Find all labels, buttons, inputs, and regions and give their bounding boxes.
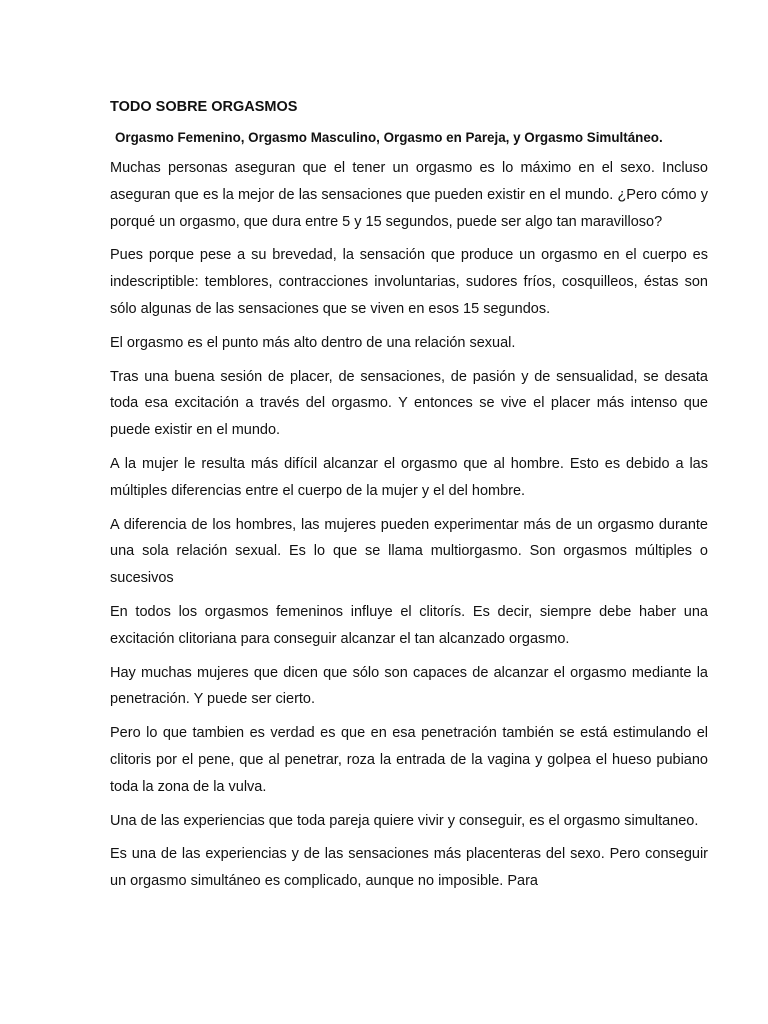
paragraph: Pues porque pese a su brevedad, la sensación que produce un orgasmo en el cuerpo es indescriptible: temblores, contracciones involuntarias, sudores fríos, cosquilleos, éstas son sólo algunas de las sensaciones que se viven en esos 15 segundos. [110,247,708,317]
paragraph: En todos los orgasmos femeninos influye el clitorís. Es decir, siempre debe haber una excitación clitoriana para conseguir alcanzar el tan alcanzado orgasmo. [110,603,708,647]
paragraph: Pero lo que tambien es verdad es que en esa penetración también se está estimulando el clitoris por el pene, que al penetrar, roza la entrada de la vagina y golpea el hueso pubiano toda la zona de la vulva. [110,725,708,795]
paragraph: A diferencia de los hombres, las mujeres pueden experimentar más de un orgasmo durante una sola relación sexual. Es lo que se llama multiorgasmo. Son orgasmos múltiples o sucesivos [110,516,708,587]
document-subtitle: Orgasmo Femenino, Orgasmo Masculino, Orgasmo en Pareja, y Orgasmo Simultáneo. [115,130,663,145]
paragraph: Es una de las experiencias y de las sensaciones más placenteras del sexo. Pero conseguir un orgasmo simultáneo es complicado, aunque no imposible. Para [110,846,708,890]
document-page [110,98,708,902]
document-title: TODO SOBRE ORGASMOS [110,99,298,115]
paragraph: Una de las experiencias que toda pareja quiere vivir y conseguir, es el orgasmo simultaneo. [110,812,699,829]
paragraph: El orgasmo es el punto más alto dentro de una relación sexual. [110,334,516,351]
paragraph: Tras una buena sesión de placer, de sensaciones, de pasión y de sensualidad, se desata toda esa excitación a través del orgasmo. Y entonces se vive el placer más intenso que puede existir en el mundo. [110,368,708,439]
paragraph: Muchas personas aseguran que el tener un orgasmo es lo máximo en el sexo. Incluso aseguran que es la mejor de las sensaciones que pueden existir en el mundo. ¿Pero cómo y porqué un orgasmo, que dura entre 5 y 15 segundos, puede ser algo tan maravilloso? [110,160,708,230]
paragraph: A la mujer le resulta más difícil alcanzar el orgasmo que al hombre. Esto es debido a las múltiples diferencias entre el cuerpo de la mujer y el del hombre. [110,455,708,499]
paragraph: Hay muchas mujeres que dicen que sólo son capaces de alcanzar el orgasmo mediante la penetración. Y puede ser cierto. [110,664,708,708]
